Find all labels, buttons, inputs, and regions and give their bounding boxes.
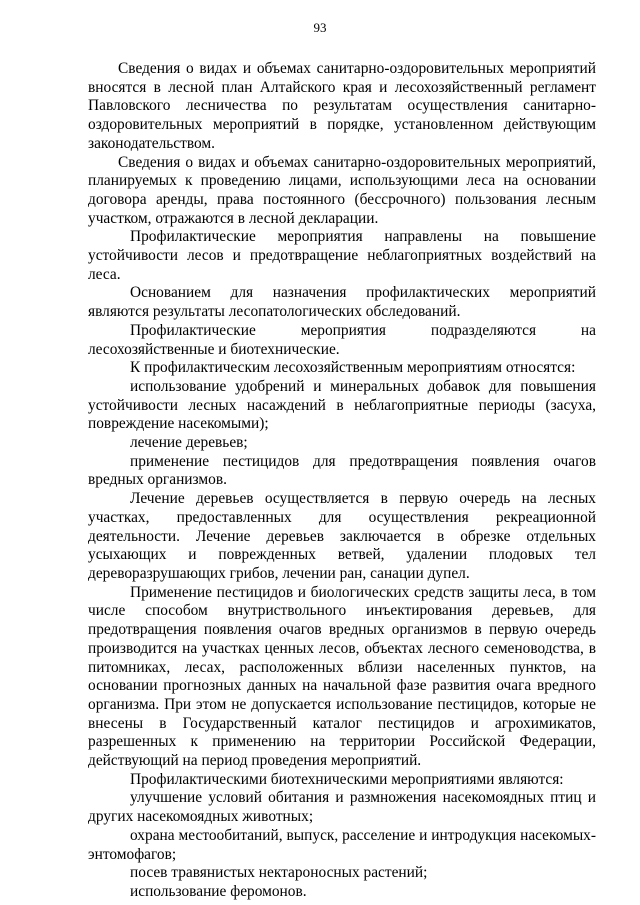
page-number: 93 xyxy=(313,20,327,35)
list-item: улучшение условий обитания и размножения насекомоядных птиц и других насекомоядных животных; xyxy=(88,789,596,826)
list-item: охрана местообитаний, выпуск, расселение и интродукция насекомых-энтомофагов; xyxy=(88,826,596,863)
paragraph: Лечение деревьев осуществляется в первую очередь на лесных участках, предоставленных для осуществления рекреационной деятельности. Лечение деревьев заключается в обрезке отдельных усыхающих и поврежденных ветвей, удалении плодовых тел дереворазрушающих грибов, лечении ран, санации дупел. xyxy=(88,490,596,582)
list-item: использование феромонов. xyxy=(130,882,307,900)
paragraph: Сведения о видах и объемах санитарно-оздоровительных мероприятий, планируемых к проведению лицами, использующими леса на основании договора аренды, права постоянного (бессрочного) пользования лесным участком, отражаются в лесной декларации. xyxy=(88,153,596,227)
paragraph: Профилактическими биотехническими мероприятиями являются: xyxy=(130,770,564,788)
list-item: посев травянистых нектароносных растений; xyxy=(130,864,428,882)
document-body xyxy=(88,60,596,902)
paragraph: Основанием для назначения профилактических мероприятий являются результаты лесопатологических обследований. xyxy=(88,284,596,321)
list-item: применение пестицидов для предотвращения появления очагов вредных организмов. xyxy=(88,452,596,489)
list-item: лечение деревьев; xyxy=(130,434,248,452)
list-item: использование удобрений и минеральных добавок для повышения устойчивости лесных насаждений в неблагоприятные периоды (засуха, повреждение насекомыми); xyxy=(88,377,596,433)
paragraph: Применение пестицидов и биологических средств защиты леса, в том числе способом внутриствольного инъектирования деревьев, для предотвращения появления очагов вредных организмов в первую очередь производится на участках ценных лесов, объектах лесного семеноводства, в питомниках, лесах, расположенных вблизи населенных пунктов, на основании прогнозных данных на начальной фазе развития очага вредного организма. При этом не допускается использование пестицидов, которые не внесены в Государственный каталог пестицидов и агрохимикатов, разрешенных к применению на территории Российской Федерации, действующий на период проведения мероприятий. xyxy=(88,583,596,770)
paragraph: Профилактические мероприятия направлены на повышение устойчивости лесов и предотвращение неблагоприятных воздействий на леса. xyxy=(88,228,596,283)
paragraph: Сведения о видах и объемах санитарно-оздоровительных мероприятий вносятся в лесной план Алтайского края и лесохозяйственный регламент Павловского лесничества по результатам осуществления санитарно-оздоровительных мероприятий в порядке, установленном действующим законодательством. xyxy=(88,60,596,152)
paragraph: Профилактические мероприятия подразделяются на лесохозяйственные и биотехнические. xyxy=(88,321,596,358)
paragraph: К профилактическим лесохозяйственным мероприятиям относятся: xyxy=(130,359,576,377)
